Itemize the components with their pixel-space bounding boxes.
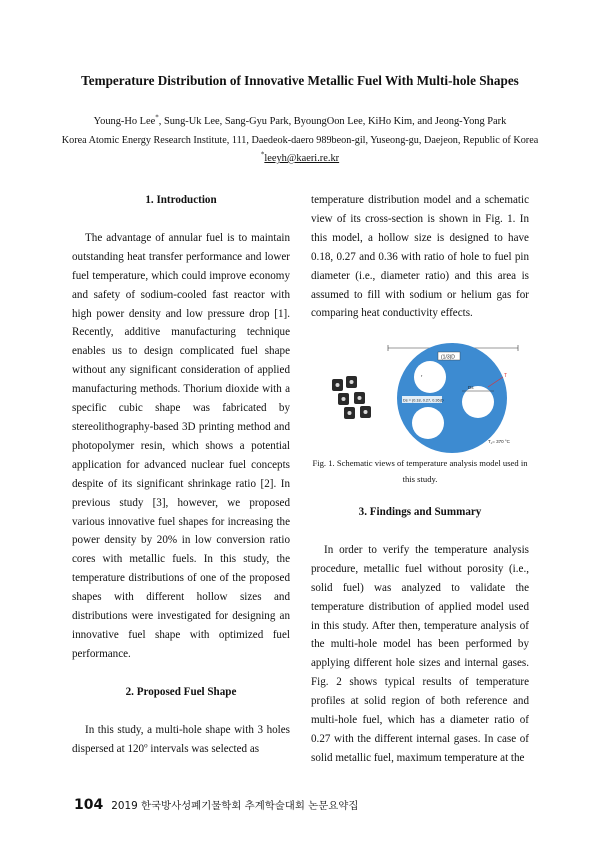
tc-label: $T_c= 370$ °C bbox=[488, 439, 510, 445]
t-label: T bbox=[504, 373, 508, 379]
co-authors: , Sung-Uk Lee, Sang-Gyu Park, ByoungOon Lee, KiHo Kim, and Jeong-Yong Park bbox=[158, 116, 507, 127]
introduction-paragraph: The advantage of annular fuel is to maintain outstanding heat transfer performance and lower fuel temperature, which could improve economy and safety of sodium-cooled fast reactor with high power density and low pressure drop [1]. Recently, additive manufacturing technique enables us to design complicated fuel shape without any significant consideration of applied manufacturing methods. Thorium dioxide with a specific cubic shape was fabricated by stereolithography-based 3D printing method and photopolymer resin, which shows a potential application for advanced nuclear fuel concepts despite of its significant shrinkage ratio [2]. In previous study [3], however, we proposed various innovative fuel shapes for increasing the power density by 20% in low conversion ratio cores with metallic fuels. In this study, the temperature distributions of one of the proposed shapes with different hollow sizes and distributions were investigated for designing an innovative fuel shape with optimized fuel performance. bbox=[72, 231, 290, 660]
section-heading-proposed-shape: 2. Proposed Fuel Shape bbox=[125, 685, 237, 698]
model-description-paragraph: temperature distribution model and a schematic view of its cross-section is shown in Fig. 1. In this model, a hollow size is designed to have 0.18, 0.27 and 0.36 with ratio of hole to fuel pin diameter (i.e., diameter ratio) and this area is assumed to fill with sodium or helium gas for comparing heat conductivity effects. bbox=[311, 194, 529, 320]
hole-top-left bbox=[414, 361, 446, 393]
ds-label: Ds bbox=[468, 385, 474, 390]
corresponding-author: Young-Ho Lee bbox=[93, 116, 156, 127]
corresponding-mark: * bbox=[155, 113, 159, 122]
author-list bbox=[0, 113, 600, 127]
email-line bbox=[0, 150, 600, 164]
findings-paragraph: In order to verify the temperature analysis procedure, metallic fuel without porosity (i.e., solid fuel) was analyzed to validate the temperature distribution of applied model used in this study. After then, temperature analysis of the multi-hole model has been performed by applying different hole sizes and internal gases. Fig. 2 shows typical results of temperature profiles at solid region of both reference and multi-hole fuel, which has a diameter ratio of 0.27 with the different internal gases. In case of solid metallic fuel, maximum temperature at the bbox=[311, 543, 529, 764]
left-column bbox=[72, 191, 290, 758]
conference-name: 2019 한국방사성폐기물학회 추계학술대회 논문요약집 bbox=[111, 800, 359, 812]
page-number: 104 bbox=[74, 797, 104, 813]
paper-title: Temperature Distribution of Innovative Metallic Fuel With Multi-hole Shapes bbox=[81, 73, 519, 88]
right-column-bottom bbox=[311, 503, 529, 768]
ratio-label: Ds = (0.18, 0.27, 0.36)D bbox=[403, 398, 444, 403]
figure-caption: Fig. 1. Schematic views of temperature analysis model used in this study. bbox=[312, 458, 528, 484]
proposed-shape-paragraph: In this study, a multi-hole shape with 3 holes dispersed at 120$^o$ intervals was selected as bbox=[72, 723, 290, 755]
email-link[interactable]: leeyh@kaeri.re.kr bbox=[264, 153, 340, 164]
right-column-top bbox=[311, 191, 529, 323]
pellets-photo bbox=[332, 376, 371, 419]
email-mark: * bbox=[260, 150, 265, 159]
ri-label: r bbox=[421, 373, 423, 378]
page-footer bbox=[74, 794, 474, 813]
third-d-label: (1/3)D bbox=[441, 354, 455, 361]
figure-schematic bbox=[318, 343, 524, 455]
hole-bottom-left bbox=[412, 407, 444, 439]
section-heading-findings: 3. Findings and Summary bbox=[358, 506, 482, 518]
affiliation: Korea Atomic Energy Research Institute, 111, Daedeok-daero 989beon-gil, Yuseong-gu, Daejeon, Republic of Korea bbox=[61, 135, 539, 146]
section-heading-introduction: 1. Introduction bbox=[145, 194, 217, 206]
